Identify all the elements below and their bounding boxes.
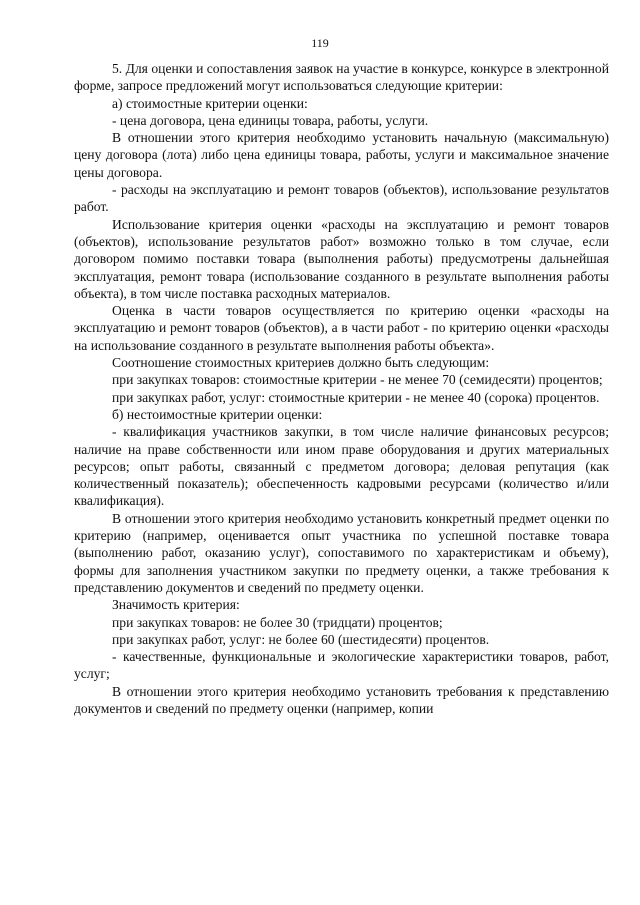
paragraph: при закупках работ, услуг: стоимостные критерии - не менее 40 (сорока) процентов.: [112, 389, 600, 405]
paragraph: при закупках товаров: не более 30 (тридцати) процентов;: [112, 614, 443, 630]
paragraph: - квалификация участников закупки, в том числе наличие финансовых ресурсов; наличие на праве собственности или ином праве оборудования и других материальных ресурсов; опыт работы, связанный с предметом договора; деловая репутация (как количественный показатель); обеспеченность кадровыми ресурсами (количество и/или квалификация).: [74, 424, 609, 509]
paragraph: - цена договора, цена единицы товара, работы, услуги.: [112, 112, 429, 128]
paragraph: 5. Для оценки и сопоставления заявок на участие в конкурсе, конкурсе в электронной форме, запросе предложений могут использоваться следующие критерии:: [74, 61, 609, 94]
paragraph: В отношении этого критерия необходимо установить требования к представлению документов и сведений по предмету оценки (например, копии: [74, 683, 609, 716]
paragraph: при закупках работ, услуг: не более 60 (шестидесяти) процентов.: [112, 631, 490, 647]
page-number: 119: [311, 36, 329, 50]
paragraph: Использование критерия оценки «расходы на эксплуатацию и ремонт товаров (объектов), использование результатов работ» возможно только в том случае, если договором помимо поставки товара (выполнения работы) предусмотрены дальнейшая эксплуатация, ремонт товара (использование созданного в результате выполнения работы объекта), в том числе поставка расходных материалов.: [74, 216, 609, 301]
paragraph: В отношении этого критерия необходимо установить начальную (максимальную) цену договора (лота) либо цена единицы товара, работы, услуги и максимальное значение цены договора.: [74, 130, 609, 180]
paragraph: Значимость критерия:: [112, 597, 240, 613]
paragraph: а) стоимостные критерии оценки:: [112, 95, 308, 111]
paragraph: б) нестоимостные критерии оценки:: [112, 406, 323, 422]
paragraph: Соотношение стоимостных критериев должно быть следующим:: [112, 355, 490, 371]
paragraph: В отношении этого критерия необходимо установить конкретный предмет оценки по критерию (например, оценивается опыт участника по успешной поставке товара (выполнению работ, оказанию услуг), сопоставимого по характеристикам и объему), формы для заполнения участником закупки по предмету оценки, а также требования к представлению документов и сведений по предмету оценки.: [74, 510, 609, 595]
paragraph: при закупках товаров: стоимостные критерии - не менее 70 (семидесяти) процентов;: [112, 372, 603, 388]
paragraph: - качественные, функциональные и экологические характеристики товаров, работ, услуг;: [74, 649, 609, 682]
paragraph: - расходы на эксплуатацию и ремонт товаров (объектов), использование результатов работ.: [74, 182, 609, 215]
document-body: [74, 60, 609, 717]
paragraph: Оценка в части товаров осуществляется по критерию оценки «расходы на эксплуатацию и ремонт товаров (объектов), а в части работ - по критерию оценки «расходы на использование созданного в результате выполнения работы объекта».: [74, 303, 609, 353]
